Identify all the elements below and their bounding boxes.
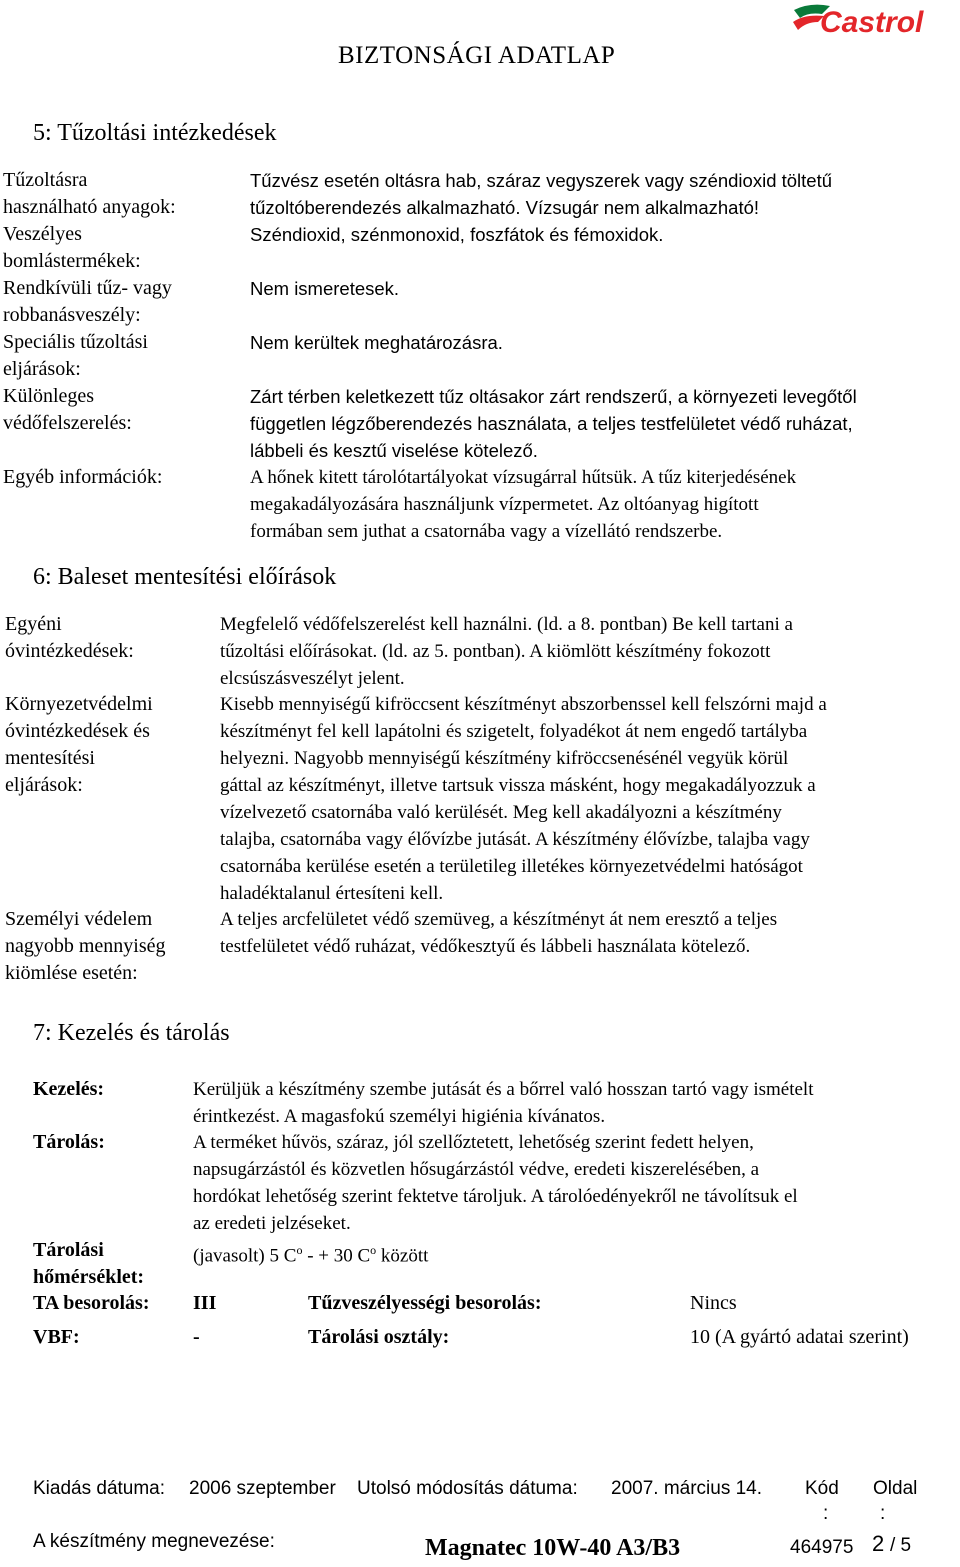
value-vbf: -	[193, 1326, 200, 1348]
text-explosion-hazard: Nem ismeretesek.	[250, 278, 400, 299]
text-personal-precautions: Megfelelő védőfelszerelést kell haználni. (ld. a 8. pontban) Be kell tartani a tűzoltási előírásokat. (ld. az 5. pontban). A kiömlött készítmény fokozott elcsúszásveszélyt jelent.	[220, 614, 793, 689]
label-other-info: Egyéb információk:	[3, 466, 163, 488]
text-protective-equipment: Zárt térben keletkezett tűz oltásakor zárt rendszerű, a környezeti levegőtől független légzőberendezés használata, a teljes testfelületet védő ruházat, lábbeli és kesztű viselése kötelező.	[250, 386, 857, 461]
footer-page-number: 2	[872, 1531, 885, 1556]
label-environmental-precautions: Környezetvédelmi óvintézkedések és mentesítési eljárások:	[5, 693, 153, 796]
section-5-title: 5: Tűzoltási intézkedések	[33, 120, 277, 146]
section-7-title: 7: Kezelés és tárolás	[33, 1020, 230, 1046]
value-ta-classification: III	[193, 1292, 217, 1314]
footer-product-label: A készítmény megnevezése:	[33, 1531, 275, 1552]
label-personal-protection-large-spill: Személyi védelem nagyobb mennyiség kiömlése esetén:	[5, 908, 166, 984]
label-protective-equipment: Különleges védőfelszerelés:	[3, 385, 132, 434]
value-storage-class: 10 (A gyártó adatai szerint)	[690, 1326, 909, 1348]
label-special-procedures: Speciális tűzoltási eljárások:	[3, 331, 148, 380]
label-vbf: VBF:	[33, 1326, 80, 1348]
footer-page-total: / 5	[890, 1535, 912, 1556]
text-personal-protection-large-spill: A teljes arcfelületet védő szemüveg, a készítményt át nem eresztő a teljes testfelületet védő ruházat, védőkesztyű és lábbeli használata kötelező.	[220, 909, 778, 957]
label-decomposition-products: Veszélyes bomlástermékek:	[3, 223, 141, 272]
footer-issue-value: 2006 szeptember	[189, 1478, 336, 1499]
label-storage-temperature: Tárolási hőmérséklet:	[33, 1239, 145, 1288]
text-handling: Kerüljük a készítmény szembe jutását és a bőrrel való hosszan tartó vagy ismételt érintkezést. A magasfokú személyi higiénia kívánatos.	[193, 1079, 814, 1127]
document-title: BIZTONSÁGI ADATLAP	[338, 42, 616, 69]
text-storage: A terméket hűvös, száraz, jól szellőztetett, lehetőség szerint fedett helyen, napsugárzástól és közvetlen hősugárzástól védve, eredeti kiszerelésében, a hordókat lehetőség szerint fektetve tároljuk. A tárolóedényekről ne távolítsuk el az eredeti jelzéseket.	[193, 1132, 798, 1234]
label-fire-hazard-class: Tűzveszélyességi besorolás:	[308, 1292, 542, 1314]
footer-code-label: Kód	[805, 1478, 839, 1499]
footer-product-value: Magnatec 10W-40 A3/B3	[425, 1535, 681, 1561]
section-6-title: 6: Baleset mentesítési előírások	[33, 564, 337, 590]
footer-issue-label: Kiadás dátuma:	[33, 1478, 166, 1499]
text-other-info: A hőnek kitett tárolótartályokat vízsugárral hűtsük. A tűz kiterjedésének megakadályozására használjunk vízpermetet. Az oltóanyag higított formában sem juthat a csatornába vagy a vízellátó rendszerbe.	[250, 467, 797, 542]
label-extinguishing-media: Tűzoltásra használható anyagok:	[3, 169, 176, 218]
text-extinguishing-media: Tűzvész esetén oltásra hab, száraz vegyszerek vagy széndioxid töltetű tűzoltóberendezés alkalmazható. Vízsugár nem alkalmazható!	[250, 170, 833, 218]
footer-code-colon: :	[823, 1503, 829, 1524]
svg-text:Castrol: Castrol	[820, 6, 924, 39]
castrol-logo	[790, 0, 958, 42]
label-handling: Kezelés:	[33, 1078, 105, 1100]
value-fire-hazard-class: Nincs	[690, 1292, 737, 1314]
label-personal-precautions: Egyéni óvintézkedések:	[5, 613, 134, 662]
text-storage-temperature: (javasolt) 5 $C^o$ - + 30 $C^o$ között	[193, 1243, 429, 1267]
label-ta-classification: TA besorolás:	[33, 1292, 150, 1314]
footer-page-label: Oldal	[873, 1478, 918, 1499]
text-decomposition-products: Széndioxid, szénmonoxid, foszfátok és fémoxidok.	[250, 224, 664, 245]
label-storage-class: Tárolási osztály:	[308, 1326, 450, 1348]
footer-modified-label: Utolsó módosítás dátuma:	[357, 1478, 578, 1499]
label-explosion-hazard: Rendkívüli tűz- vagy robbanásveszély:	[3, 277, 172, 326]
text-environmental-precautions: Kisebb mennyiségű kifröccsent készítményt abszorbenssel kell felszórni majd a készítményt fel kell lapátolni és szigetelt, folyadékot át nem engedő tartályba helyezni. Nagyobb mennyiségű készítmény kifröccsenésénél vegyük körül gáttal az készítményt, illetve tartsuk vissza másként, hogy megakadályozzuk a vízelvezető csatornába való kerülését. Meg kell akadályozni a készítmény talajba, csatornába vagy élővízbe jutását. A készítmény élővízbe, talajba vagy csatornába kerülése esetén a területileg illetékes környezetvédelmi hatóságot haladéktalanul értesíteni kell.	[220, 694, 827, 904]
footer-modified-value: 2007. március 14.	[611, 1478, 763, 1499]
footer-page-colon: :	[880, 1503, 886, 1524]
footer-code-value: 464975	[790, 1537, 854, 1558]
text-special-procedures: Nem kerültek meghatározásra.	[250, 332, 503, 353]
label-storage: Tárolás:	[33, 1131, 105, 1153]
